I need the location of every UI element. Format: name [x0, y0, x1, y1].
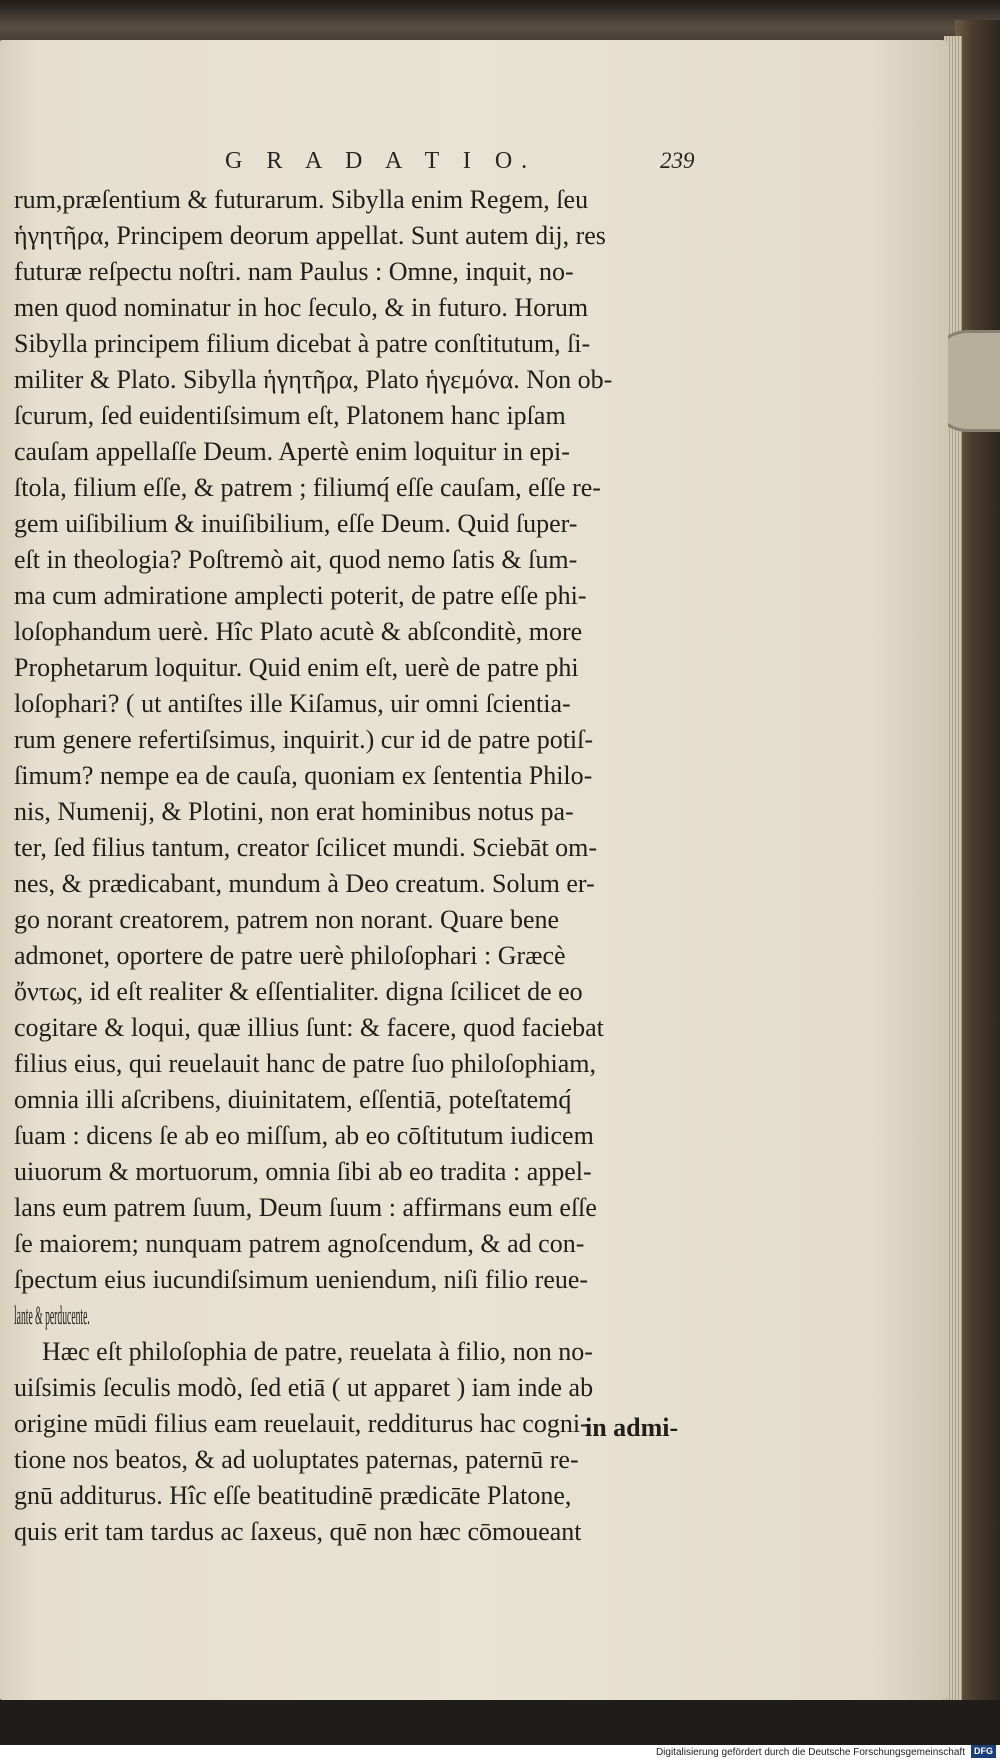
text-line: filius eius, qui reuelauit hanc de patre ſuo philoſophiam,	[14, 1049, 596, 1078]
text-line: uiuorum & mortuorum, omnia ſibi ab eo tradita : appel-	[14, 1157, 592, 1186]
text-line: quis erit tam tardus ac ſaxeus, quē non hæc cōmoueant	[14, 1517, 582, 1546]
text-line: ſcurum, ſed euidentiſsimum eſt, Platonem hanc ipſam	[14, 401, 566, 430]
text-line: rum genere refertiſsimus, inquirit.) cur id de patre potiſ-	[14, 725, 594, 754]
scanner-bottom-band	[0, 1700, 1000, 1745]
text-line: loſophandum uerè. Hîc Plato acutè & abſconditè, more	[14, 617, 583, 646]
text-line: rum,præſentium & futurarum. Sibylla enim Regem, ſeu	[14, 185, 589, 214]
text-line: cogitare & loqui, quæ illius ſunt: & facere, quod faciebat	[14, 1013, 604, 1042]
text-line: tione nos beatos, & ad uoluptates paternas, paternū re-	[14, 1445, 579, 1474]
running-head: G R A D A T I O.	[225, 148, 537, 174]
text-line: gem uiſibilium & inuiſibilium, eſſe Deum. Quid ſuper-	[14, 509, 578, 538]
text-line: nis, Numenij, & Plotini, non erat hominibus notus pa-	[14, 797, 574, 826]
text-line: ma cum admiratione amplecti poterit, de patre eſſe phi-	[14, 581, 587, 610]
text-line: uiſsimis ſeculis modò, ſed etiā ( ut apparet ) iam inde ab	[14, 1373, 594, 1402]
text-line: nes, & prædicabant, mundum à Deo creatum. Solum er-	[14, 869, 595, 898]
text-line: ter, ſed filius tantum, creator ſcilicet mundi. Sciebāt om-	[14, 833, 598, 862]
text-line: origine mūdi filius eam reuelauit, redditurus hac cogni-	[14, 1409, 589, 1438]
text-line: ſimum? nempe ea de cauſa, quoniam ex ſententia Philo-	[14, 761, 593, 790]
text-line: ſe maiorem; nunquam patrem agnoſcendum, & ad con-	[14, 1229, 585, 1258]
text-line: go norant creatorem, patrem non norant. Quare bene	[14, 905, 560, 934]
text-line: ſuam : dicens ſe ab eo miſſum, ab eo cōſtitutum iudicem	[14, 1121, 594, 1150]
text-line: loſophari? ( ut antiſtes ille Kiſamus, uir omni ſcientia-	[14, 689, 571, 718]
text-line: ſtola, filium eſſe, & patrem ; filiumq́ eſſe cauſam, eſſe re-	[14, 473, 601, 502]
body-text	[14, 182, 714, 1550]
text-line: cauſam appellaſſe Deum. Apertè enim loquitur in epi-	[14, 437, 570, 466]
text-line: ſpectum eius iucundiſsimum ueniendum, niſi filio reue-	[14, 1265, 589, 1294]
text-line: lante & perducente.	[14, 1301, 90, 1330]
text-line: gnū additurus. Hîc eſſe beatitudinē prædicāte Platone,	[14, 1481, 572, 1510]
text-line: admonet, oportere de patre uerè philoſophari : Græcè	[14, 941, 566, 970]
catchword: in admi-	[585, 1413, 679, 1442]
text-line: lans eum patrem ſuum, Deum ſuum : affirmans eum eſſe	[14, 1193, 597, 1222]
page-number: 239	[660, 148, 695, 173]
text-line: ἡγητῆρα, Principem deorum appellat. Sunt autem dij, res	[14, 221, 606, 250]
text-line: militer & Plato. Sibylla ἡγητῆρα, Plato ἡγεμόνα. Non ob-	[14, 365, 613, 394]
text-line: omnia illi aſcribens, diuinitatem, eſſentiā, poteſtatemq́	[14, 1085, 572, 1114]
text-line: Sibylla principem filium dicebat à patre conſtitutum, ſi-	[14, 329, 591, 358]
text-line: eſt in theologia? Poſtremò ait, quod nemo ſatis & ſum-	[14, 545, 578, 574]
text-line: men quod nominatur in hoc ſeculo, & in futuro. Horum	[14, 293, 589, 322]
funding-credit: Digitalisierung gefördert durch die Deutsche Forschungsgemeinschaft	[655, 1747, 965, 1758]
text-line: Hæc eſt philoſophia de patre, reuelata à filio, non no-	[42, 1337, 593, 1366]
digitization-footer	[0, 1745, 1000, 1761]
dfg-logo: DFG	[971, 1745, 996, 1758]
text-line: Prophetarum loquitur. Quid enim eſt, uerè de patre phi	[14, 653, 579, 682]
text-line: futuræ reſpectu noſtri. nam Paulus : Omne, inquit, no-	[14, 257, 574, 286]
text-line: ὄντως, id eſt realiter & eſſentialiter. digna ſcilicet de eo	[14, 977, 583, 1006]
